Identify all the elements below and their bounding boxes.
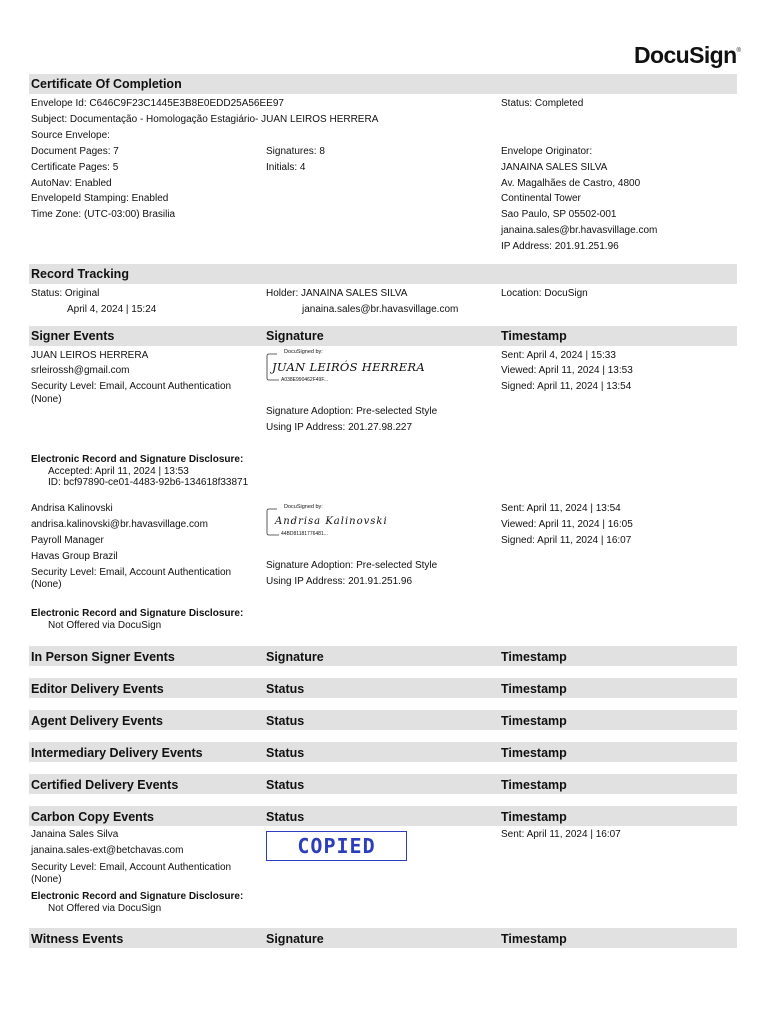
signer2-disclosure-title: Electronic Record and Signature Disclosure: <box>31 608 244 619</box>
signer1-signed: Signed: April 11, 2024 | 13:54 <box>501 381 632 392</box>
source-envelope: Source Envelope: <box>31 130 110 141</box>
intermediary-col2: Status <box>266 746 305 760</box>
intermediary-col3: Timestamp <box>501 746 567 760</box>
originator-email: janaina.sales@br.havasvillage.com <box>501 225 658 236</box>
signer2-viewed: Viewed: April 11, 2024 | 16:05 <box>501 519 633 530</box>
cc-name: Janaina Sales Silva <box>31 829 119 840</box>
signer2-sent: Sent: April 11, 2024 | 13:54 <box>501 503 621 514</box>
originator-city: Sao Paulo, SP 05502-001 <box>501 209 617 220</box>
signer2-email: andrisa.kalinovski@br.havasvillage.com <box>31 519 208 530</box>
signer2-adoption: Signature Adoption: Pre-selected Style <box>266 560 438 571</box>
originator-label: Envelope Originator: <box>501 146 593 157</box>
originator-name: JANAINA SALES SILVA <box>501 162 608 173</box>
signer2-name: Andrisa Kalinovski <box>31 503 113 514</box>
witness-bar <box>29 928 737 948</box>
record-date: April 4, 2024 | 15:24 <box>67 304 157 315</box>
carbon-copy-col2: Status <box>266 810 305 824</box>
certified-title: Certified Delivery Events <box>31 778 179 792</box>
witness-col2: Signature <box>266 932 324 946</box>
time-zone: Time Zone: (UTC-03:00) Brasilia <box>31 209 176 220</box>
in-person-col3: Timestamp <box>501 650 567 664</box>
autonav: AutoNav: Enabled <box>31 178 112 189</box>
signer1-ip: Using IP Address: 201.27.98.227 <box>266 422 413 433</box>
record-location: Location: DocuSign <box>501 288 588 299</box>
signer1-sig-header: DocuSigned by: <box>284 349 323 355</box>
record-holder: Holder: JANAINA SALES SILVA <box>266 288 408 299</box>
signer1-security-none: (None) <box>31 394 62 405</box>
intermediary-title: Intermediary Delivery Events <box>31 746 203 760</box>
signer2-signature-box <box>265 504 393 538</box>
docusign-logo: DocuSign® <box>634 42 741 68</box>
carbon-copy-col3: Timestamp <box>501 810 567 824</box>
signer1-email: srleirossh@gmail.com <box>31 365 130 376</box>
subject: Subject: Documentação - Homologação Estagiário- JUAN LEIROS HERRERA <box>31 114 379 125</box>
signer2-sig-header: DocuSigned by: <box>284 504 323 510</box>
signer1-adoption: Signature Adoption: Pre-selected Style <box>266 406 438 417</box>
envelopeid-stamping: EnvelopeId Stamping: Enabled <box>31 193 169 204</box>
signer1-security: Security Level: Email, Account Authentication <box>31 381 232 392</box>
originator-address2: Continental Tower <box>501 193 581 204</box>
record-tracking-bar <box>29 264 737 284</box>
witness-col3: Timestamp <box>501 932 567 946</box>
signer1-sig-script: JUAN LEIRÓS HERRERA <box>272 360 425 374</box>
agent-col2: Status <box>266 714 305 728</box>
document-pages: Document Pages: 7 <box>31 146 119 157</box>
certified-col3: Timestamp <box>501 778 567 792</box>
record-tracking-title: Record Tracking <box>31 267 129 281</box>
signer1-name: JUAN LEIROS HERRERA <box>31 350 149 361</box>
certified-col2: Status <box>266 778 305 792</box>
signer1-disclosure-accepted: Accepted: April 11, 2024 | 13:53 <box>48 466 189 477</box>
in-person-title: In Person Signer Events <box>31 650 175 664</box>
agent-col3: Timestamp <box>501 714 567 728</box>
signer-col-timestamp: Timestamp <box>501 329 567 343</box>
signer2-security: Security Level: Email, Account Authentication <box>31 567 232 578</box>
signer1-viewed: Viewed: April 11, 2024 | 13:53 <box>501 365 633 376</box>
certificate-title: Certificate Of Completion <box>31 77 182 91</box>
signatures-count: Signatures: 8 <box>266 146 325 157</box>
signer2-sig-script: Andrisa Kalinovski <box>275 516 388 527</box>
originator-ip: IP Address: 201.91.251.96 <box>501 241 619 252</box>
signer2-title: Payroll Manager <box>31 535 104 546</box>
cc-disclosure-value: Not Offered via DocuSign <box>48 903 162 914</box>
envelope-id: Envelope Id: C646C9F23C1445E3B8E0EDD25A56EE97 <box>31 98 284 109</box>
signer2-sig-id: 44BD81181776481... <box>281 531 328 537</box>
signer-col-signature: Signature <box>266 329 324 343</box>
cc-security-none: (None) <box>31 874 62 885</box>
signer-events-bar <box>29 326 737 346</box>
cc-sent: Sent: April 11, 2024 | 16:07 <box>501 829 621 840</box>
signer-events-title: Signer Events <box>31 329 115 343</box>
signer2-disclosure-value: Not Offered via DocuSign <box>48 620 162 631</box>
cc-email: janaina.sales-ext@betchavas.com <box>31 845 184 856</box>
witness-title: Witness Events <box>31 932 124 946</box>
editor-col2: Status <box>266 682 305 696</box>
signer1-sent: Sent: April 4, 2024 | 15:33 <box>501 350 616 361</box>
certificate-pages: Certificate Pages: 5 <box>31 162 119 173</box>
record-status: Status: Original <box>31 288 100 299</box>
originator-address1: Av. Magalhães de Castro, 4800 <box>501 178 641 189</box>
signer2-security-none: (None) <box>31 579 62 590</box>
copied-stamp: COPIED <box>266 831 407 861</box>
initials-count: Initials: 4 <box>266 162 306 173</box>
cc-security: Security Level: Email, Account Authentication <box>31 862 232 873</box>
editor-col3: Timestamp <box>501 682 567 696</box>
signer1-signature-box <box>265 349 425 383</box>
envelope-status: Status: Completed <box>501 98 584 109</box>
editor-title: Editor Delivery Events <box>31 682 164 696</box>
signer2-ip: Using IP Address: 201.91.251.96 <box>266 576 413 587</box>
signer2-signed: Signed: April 11, 2024 | 16:07 <box>501 535 632 546</box>
signer1-disclosure-id: ID: bcf97890-ce01-4483-92b6-134618f33871 <box>48 477 249 488</box>
signer1-disclosure-title: Electronic Record and Signature Disclosure: <box>31 454 244 465</box>
signer2-company: Havas Group Brazil <box>31 551 118 562</box>
signer1-sig-id: A038E990462F49F... <box>281 377 328 383</box>
carbon-copy-title: Carbon Copy Events <box>31 810 154 824</box>
cc-disclosure-title: Electronic Record and Signature Disclosure: <box>31 891 244 902</box>
record-holder-email: janaina.sales@br.havasvillage.com <box>302 304 459 315</box>
in-person-col2: Signature <box>266 650 324 664</box>
agent-title: Agent Delivery Events <box>31 714 163 728</box>
